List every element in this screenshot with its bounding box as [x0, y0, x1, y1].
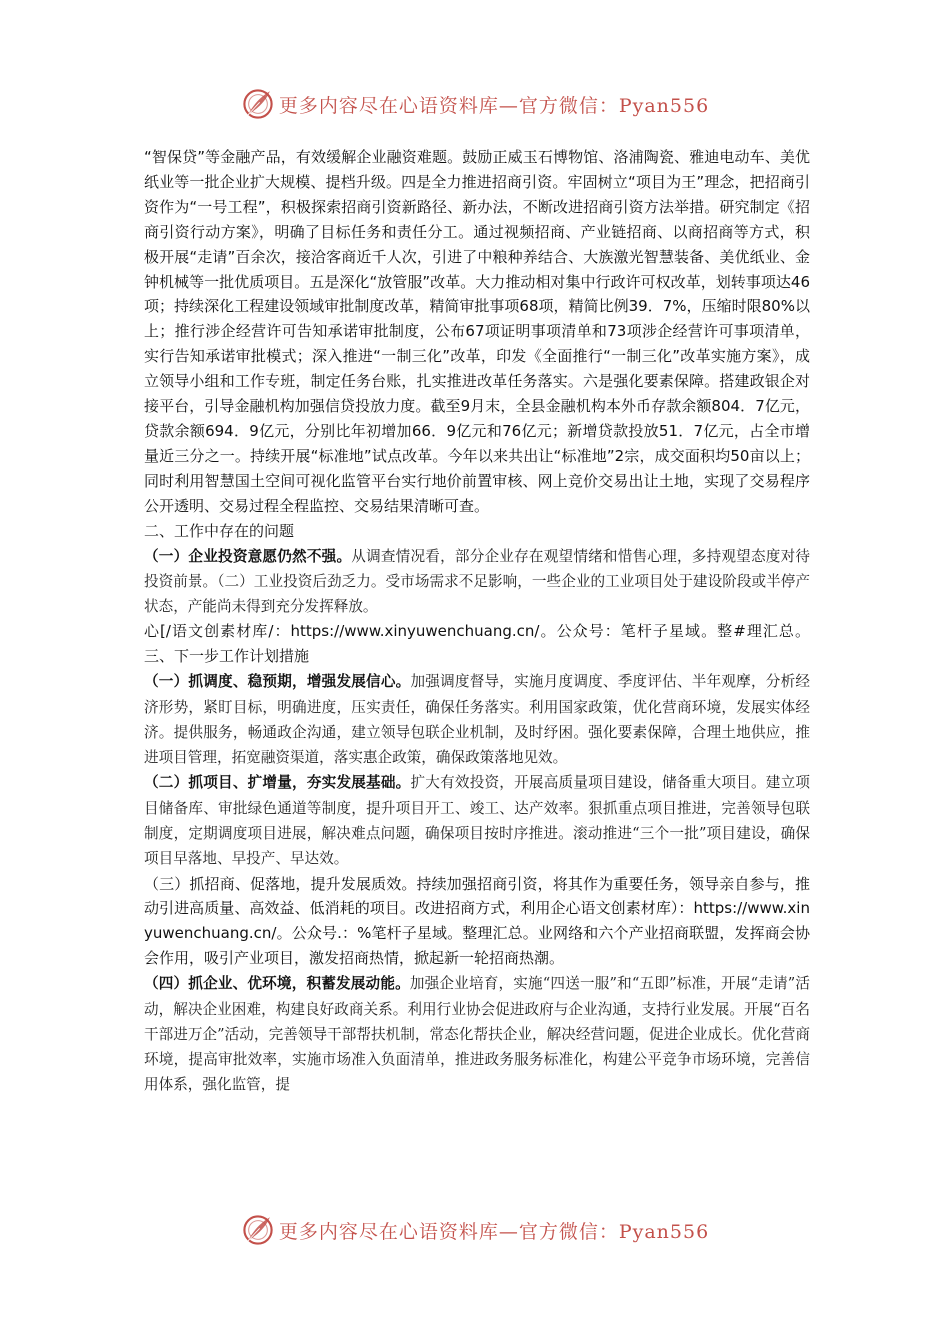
paragraph-lead: （四）抓企业、优环境，积蓄发展动能。 — [144, 975, 410, 993]
paragraph-text: 扩大有效投资，开展高质量项目建设，储备重大项目。建立项目储备库、审批绿色通道等制度，提升项目开工、竣工、达产效率。狠抓重点项目推进，完善领导包联制度，定期调度项目进展，解决难点问题，确保项目按时序推进。滚动推进“三个一批”项目建设，确保项目早落地、早投产、早达效。 — [144, 774, 810, 868]
paragraph-text: 从调查情况看，部分企业存在观望情绪和惜售心理，多持观望态度对待投资前景。（二）工业投资后劲乏力。受市场需求不足影响，一些企业的工业项目处于建设阶段或半停产状态，产能尚未得到充分发挥释放。 — [144, 547, 810, 616]
banner-text: 更多内容尽在心语资料库—官方微信：Pyan556 — [278, 94, 710, 117]
paragraph-lead: （二）抓项目、扩增量，夯实发展基础。 — [144, 774, 411, 792]
paragraph-problems — [144, 544, 810, 620]
banner-text: 更多内容尽在心语资料库—官方微信：Pyan556 — [278, 1220, 710, 1243]
paragraph-lead: （一）企业投资意愿仍然不强。 — [144, 547, 352, 565]
header-banner — [0, 84, 950, 124]
document-page — [144, 145, 810, 1098]
paragraph-lead: （一）抓调度、稳预期，增强发展信心。 — [144, 673, 411, 691]
feather-pen-logo-icon — [241, 1213, 275, 1247]
feather-pen-logo-icon — [241, 87, 275, 121]
paragraph-measure-1 — [144, 669, 810, 770]
paragraph-source-note: 心[/语文创素材库/：https://www.xinyuwenchuang.cn/。公众号：笔杆子星域。整#理汇总。三、下一步工作计划措施 — [144, 622, 810, 666]
paragraph-measure-2 — [144, 770, 810, 871]
paragraph-measure-4 — [144, 971, 810, 1097]
footer-banner — [0, 1210, 950, 1250]
paragraph-text: 加强调度督导，实施月度调度、季度评估、半年观摩，分析经济形势，紧盯目标，明确进度，压实责任，确保任务落实。利用国家政策，优化营商环境，发展实体经济。提供服务，畅通政企沟通，建立领导包联企业机制，及时纾困。强化要素保障，合理土地供应，推进项目管理，拓宽融资渠道，落实惠企政策，确保政策落地见效。 — [144, 673, 810, 767]
paragraph-text: 加强企业培育，实施“四送一服”和“五即”标准，开展“走请”活动，解决企业困难，构建良好政商关系。利用行业协会促进政府与企业沟通，支持行业发展。开展“百名干部进万企”活动，完善领导干部帮扶机制，常态化帮扶企业，解决经营问题，促进企业成长。优化营商环境，提高审批效率，实施市场准入负面清单，推进政务服务标准化，构建公平竞争市场环境，完善信用体系，强化监管，提 — [144, 975, 810, 1094]
paragraph-1: “智保贷”等金融产品，有效缓解企业融资难题。鼓励正威玉石博物馆、洛浦陶瓷、雅迪电动车、美优纸业等一批企业扩大规模、提档升级。四是全力推进招商引资。牢固树立“项目为王”理念，把招商引资作为“一号工程”，积极探索招商引资新路径、新办法，不断改进招商引资方法举措。研究制定《招商引资行动方案》，明确了目标任务和责任分工。通过视频招商、产业链招商、以商招商等方式，积极开展“走请”百余次，接洽客商近千人次，引进了中粮种养结合、大族激光智慧装备、美优纸业、金钟机械等一批优质项目。五是深化“放管服”改革。大力推动相对集中行政许可权改革，划转事项达46项；持续深化工程建设领域审批制度改革，精简审批事项68项，精简比例39．7%，压缩时限80%以上；推行涉企经营许可告知承诺审批制度，公布67项证明事项清单和73项涉企经营许可事项清单，实行告知承诺审批模式；深入推进“一制三化”改革，印发《全面推行“一制三化”改革实施方案》，成立领导小组和工作专班，制定任务台账，扎实推进改革任务落实。六是强化要素保障。搭建政银企对接平台，引导金融机构加强信贷投放力度。截至9月末，全县金融机构本外币存款余额804．7亿元，贷款余额694．9亿元，分别比年初增加66．9亿元和76亿元；新增贷款投放51．7亿元，占全市增量近三分之一。持续开展“标准地”试点改革。今年以来共出让“标准地”2宗，成交面积均50亩以上；同时利用智慧国土空间可视化监管平台实行地价前置审核、网上竞价交易出让土地，实现了交易程序公开透明、交易过程全程监控、交易结果清晰可查。 — [144, 148, 810, 515]
paragraph-measure-3: （三）抓招商、促落地，提升发展质效。持续加强招商引资，将其作为重要任务，领导亲自参与，推动引进高质量、高效益、低消耗的项目。改进招商方式，利用企心语文创素材库）：https://www.xinyuwenchuang.cn/。公众号.：%笔杆子星域。整理汇总。业网络和六个产业招商联盟，发挥商会协会作用，吸引产业项目，激发招商热情，掀起新一轮招商热潮。 — [144, 874, 810, 968]
section-heading-problems: 二、工作中存在的问题 — [144, 521, 295, 540]
